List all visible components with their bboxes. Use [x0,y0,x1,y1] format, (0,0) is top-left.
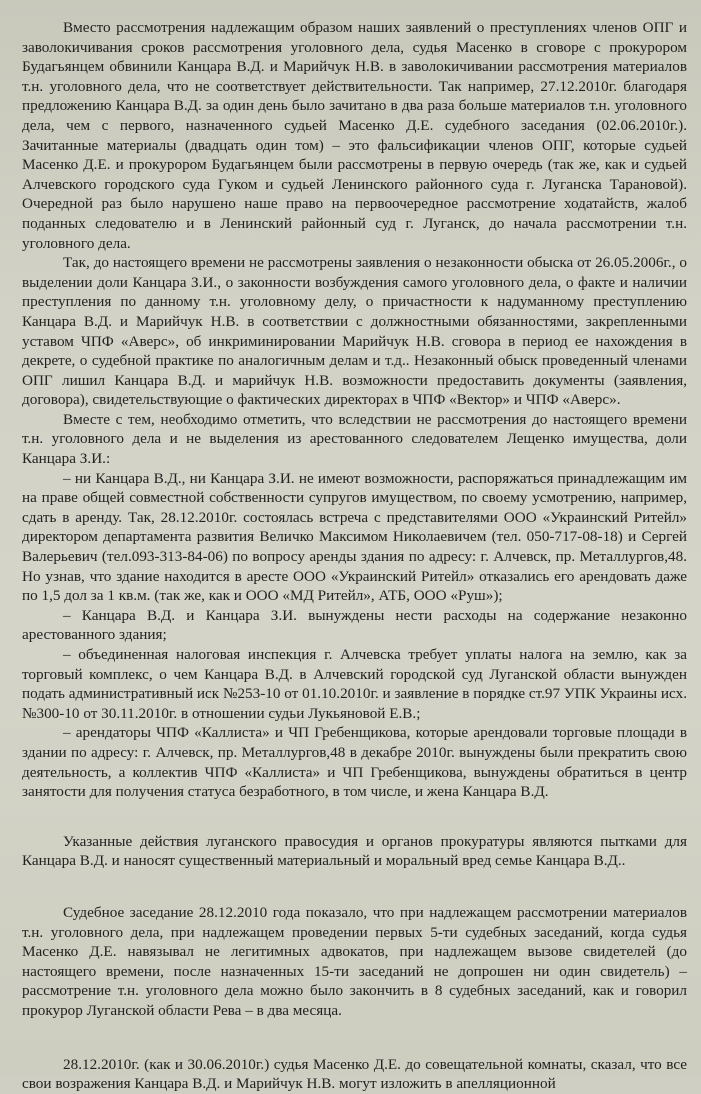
paragraph-5: Судебное заседание 28.12.2010 года показало, что при надлежащем рассмотрении материалов т.н. уголовного дела, при надлежащем проведении первых 5-ти судебных заседаний, когда судья Масенко Д.Е. навязывал не легитимных адвокатов, при надлежащем вызове свидетелей (до настоящего времени, после назначенных 15-ти заседаний не допрошен ни один свидетель) – рассмотрение т.н. уголовного дела можно было закончить в 8 судебных заседаний, как и говорил прокурор Луганской области Рева – в два месяца. [22,903,687,1019]
list-item-2: – Канцара В.Д. и Канцара З.И. вынуждены нести расходы на содержание незаконно арестованного здания; [22,606,687,644]
paragraph-6: 28.12.2010г. (как и 30.06.2010г.) судья Масенко Д.Е. до совещательной комнаты, сказал, что все свои возражения Канцара В.Д. и Марийчук Н.В. могут изложить в апелляционной [22,1055,687,1093]
list-item-3: – объединенная налоговая инспекция г. Алчевска требует уплаты налога на землю, как за торговый комплекс, о чем Канцара В.Д. в Алчевский городской суд Луганской области вынужден подать административный иск №253-10 от 01.10.2010г. и заявление в порядке ст.97 УПК Украины исх. №300-10 от 30.11.2010г. в отношении судьи Лукьяновой Е.В.; [22,646,687,722]
document-body [22,18,687,1094]
paragraph-3: Вместе с тем, необходимо отметить, что вследствии не рассмотрения до настоящего времени т.н. уголовного дела и не выделения из арестованного следователем Лещенко имущества, доли Канцара З.И.: [22,410,687,468]
list-item-1: – ни Канцара В.Д., ни Канцара З.И. не имеют возможности, распоряжаться принадлежащим им на праве общей совместной собственности супругов имуществом, по своему усмотрению, например, сдать в аренду. Так, 28.12.2010г. состоялась встреча с представителями ООО «Украинский Ритейл» директором департамента развития Величко Максимом Николаевичем (тел. 050-717-08-18) и Сергей Валерьевич (тел.093-313-84-06) по вопросу аренды здания по адресу: г. Алчевск, пр. Металлургов,48. Но узнав, что здание находится в аресте ООО «Украинский Ритейл» отказались его арендовать даже по 1,5 дол за 1 кв.м. (так же, как и ООО «МД Ритейл», АТБ, ООО «Руш»); [22,469,687,605]
paragraph-1: Вместо рассмотрения надлежащим образом наших заявлений о преступлениях членов ОПГ и заволокичивания сроков рассмотрения уголовного дела, судья Масенко в сговоре с прокурором Будагьянцем обвинили Канцара В.Д. и Марийчук Н.В. в заволокичивании рассмотрения материалов т.н. уголовного дела, что не соответствует действительности. Так например, 27.12.2010г. благодаря предложению Канцара В.Д. за один день было зачитано в два раза больше материалов т.н. уголовного дела, чем с первого, назначенного судьей Масенко Д.Е. судебного заседания (02.06.2010г.). Зачитанные материалы (двадцать один том) – это фальсификации членов ОПГ, которые судьей Масенко Д.Е. и прокурором Будагьянцем были рассмотрены в первую очередь (так же, как и судьей Алчевского городского суда Гуком и судьей Ленинского районного суда г. Луганска Тарановой). Очередной раз было нарушено наше право на первоочередное рассмотрение ходатайств, жалоб поданных следователю и в Ленинский районный суд г. Луганск, до начала рассмотрении т.н. уголовного дела. [22,19,687,252]
list-item-4: – арендаторы ЧПФ «Каллиста» и ЧП Гребенщикова, которые арендовали торговые площади в здании по адресу: г. Алчевск, пр. Металлургов,48 в декабре 2010г. вынуждены были прекратить свою деятельность, а коллектив ЧПФ «Каллиста» и ЧП Гребенщикова, вынуждены обратиться в центр занятости для получения статуса безработного, в том числе, и жена Канцара В.Д. [22,724,687,801]
paragraph-4: Указанные действия луганского правосудия и органов прокуратуры являются пытками для Канцара В.Д. и наносят существенный материальный и моральный вред семье Канцара В.Д.. [22,832,687,870]
paragraph-2: Так, до настоящего времени не рассмотрены заявления о незаконности обыска от 26.05.2006г., о выделении доли Канцара З.И., о законности возбуждения самого уголовного дела, о факте и наличии преступления по данному т.н. уголовному делу, о причастности к надуманному преступлению Канцара В.Д. и Марийчук Н.В. в соответствии с должностными обязанностями, закрепленными уставом ЧПФ «Аверс», об инкриминировании Марийчук Н.В. сговора в период ее нахождения в декрете, о судебной практике по аналогичным делам и т.д.. Незаконный обыск проведенный членами ОПГ лишил Канцара В.Д. и марийчук Н.В. возможности предоставить документы (заявления, договора), свидетельствующие о фактических директорах в ЧПФ «Вектор» и ЧПФ «Аверс». [22,254,687,409]
